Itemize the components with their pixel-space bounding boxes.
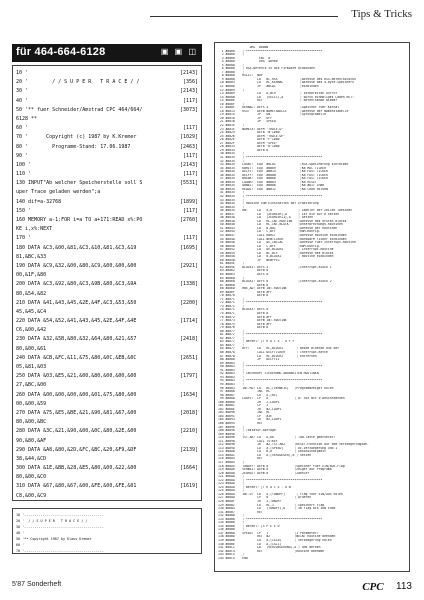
asm-line: 122 #80AA ; ***************************************** — [218, 478, 323, 482]
asm-line: 56 #8050 LD C,#FF ;ROM-Konfig. — [218, 244, 321, 248]
listing-line — [16, 234, 198, 243]
listing-line — [16, 437, 198, 446]
asm-line: 32 #8035 ; — [218, 159, 245, 163]
asm-line: 84 #8077 ; — [218, 343, 245, 347]
listing-code: 80,&54,&82 — [16, 290, 47, 297]
asm-line: 124 #80AA ; Befehl: |T R A C E . O N — [218, 485, 291, 489]
listing-code: 50 '** fuer Schneider/Amstrad CPC 464/664/ — [16, 106, 143, 113]
asm-line: 105 #8093 JR NZ,LOOP1 — [218, 418, 282, 422]
asm-line: 23 #801E NAMETA: DEFM "TRACE.O" — [218, 127, 284, 131]
asm-line: 16 #800F ; — [218, 102, 245, 106]
listing-line — [16, 97, 198, 106]
asm-line: 20 #8018 JP OFF — [218, 116, 273, 120]
asm-line: ORG #8000 — [218, 46, 269, 49]
page-number: 113 — [396, 581, 412, 593]
asm-line: 39 #8035 ABNEL: EQU #BB06 ;KB WAIT CHAR — [218, 184, 325, 188]
asm-line: 52 #8045 LD C,#FF ;ROM-Konfig. — [218, 230, 321, 234]
listing-checksum: [117] — [182, 171, 198, 178]
listing-checksum: [2760] — [179, 217, 198, 223]
listing-checksum: [1619] — [179, 483, 198, 490]
listing-code: 81,&BC,&33 — [16, 253, 47, 260]
asm-line: 95 #8083 ; — [218, 382, 245, 386]
listing-checksum: [356] — [182, 79, 198, 86]
asm-line: 75 #8071 DEFB 0 — [218, 312, 269, 316]
listing-line — [16, 290, 198, 299]
listing-line — [16, 124, 198, 133]
listing-line — [16, 170, 198, 179]
listing-checksum: [3073] — [179, 106, 198, 113]
asm-line: 111 #8098 CALL TSTKEY — [218, 439, 278, 443]
listing-line — [16, 152, 198, 161]
asm-line: 45 #8035 ; — [218, 205, 245, 209]
footer-right — [362, 578, 412, 596]
listing-line — [16, 225, 198, 234]
listing-code: 130 INPUT"Ab welcher Speicherstelle soll S — [16, 180, 143, 187]
listing-code: 45,&45,&C4 — [16, 308, 47, 315]
listing-checksum: [1338] — [179, 281, 198, 288]
asm-line: 82 #8077 ; — [218, 336, 245, 340]
listing-checksum: [5531] — [179, 180, 198, 187]
listing-code: 210 DATA &41,&43,&45,&2E,&4F,&C3,&53,&50 — [16, 299, 137, 306]
assembler-listing — [218, 46, 408, 560]
asm-line: 21 #801B JP SPEED — [218, 120, 276, 124]
asm-line: 34 #8035 KBHIT: EQU #BB09 ;KB MAC TICKER — [218, 166, 327, 170]
listing-line — [16, 179, 198, 188]
listing-line — [16, 188, 198, 197]
listing-code: 150 ' — [16, 207, 32, 214]
asm-line: 118 #80A5 TONOFF: DEFB 0 ;Speicher fuer EIN/AUS-Flag — [218, 464, 345, 468]
asm-line: 119 #80A6 VERWEI: DEFW 0 ;Zeiger auf Programm — [218, 468, 332, 472]
asm-line: 140 #80BE LD A,(IX+1) — [218, 542, 282, 546]
asm-line: 1 #8000 ; ***************************************** — [218, 49, 323, 53]
asm-line: 47 #8037 LD (ZEAHLER),A ; ist ein auf 0 setzen — [218, 212, 340, 216]
asm-line: 117 #80A5 ; — [218, 460, 245, 464]
listing-line — [16, 381, 198, 390]
listing-checksum: [2139] — [179, 446, 198, 453]
asm-line: 81 #8077 ; ***************************************** — [218, 333, 323, 337]
asm-line: 35 #8035 DELFL: EQU #BB15 ;KB FAST TICKER — [218, 170, 328, 174]
listing-checksum: [2210] — [179, 428, 198, 435]
asm-line: 25 #8026 DEFM "TRACE.OF" — [218, 134, 286, 138]
asm-line: 30 #8035 ; — [218, 152, 245, 156]
asm-line: 86 #807A CALL DELFTICKER ; Interrupt-Kette — [218, 351, 328, 355]
computer-icons: ▣ ▣ ◫ — [160, 47, 198, 56]
listing-code: 200 DATA &C3,&92,&80,&C3,&9B,&80,&C3,&9A — [16, 281, 137, 288]
asm-line: 59 #8058 LD B,BLOCK2 ; Routine einbinden — [218, 255, 334, 259]
listing-checksum: [2018] — [179, 409, 198, 416]
listing-code: 05,&81,&03 — [16, 364, 47, 370]
asm-line: 3 #8000 ENT # — [218, 56, 271, 60]
mini-listing-line: 40 ' — [16, 531, 25, 535]
listing-line — [16, 418, 198, 427]
asm-line: 53 #8047 CALL KBHIT ;Adresse Routine einbinden — [218, 233, 347, 237]
asm-line: 33 #8035 LOGNT: EQU #BC01 ;RSX-Speicherung schreiben — [218, 163, 349, 167]
listing-code: 30 ' — [16, 88, 29, 95]
asm-line: 93 #8083 ; — [218, 375, 245, 379]
asm-line: 132 #80B8 ; — [218, 514, 245, 518]
listing-code: 100 ' — [16, 161, 32, 168]
asm-line: 106 #8095 RET — [218, 421, 263, 425]
mini-listing-line: 20 ' / / S U P E R T R A C E / / — [16, 519, 88, 523]
asm-line: 5 #8000 ; — [218, 63, 245, 67]
asm-line: 77 #8073 DEFW INT.ROUTINE — [218, 319, 287, 323]
listing-line — [16, 492, 198, 501]
mini-listing-line: 50 '** Copyright 1987 by Klaus Kremer — [16, 537, 92, 541]
listing-code: 220 DATA &54,&52,&41,&43,&45,&2E,&4F,&4E — [16, 318, 137, 325]
asm-line: 71 #8071 ; — [218, 297, 245, 301]
listing-line — [16, 207, 198, 216]
listing-checksum: [1029] — [179, 134, 198, 141]
listing-code: 110 ' — [16, 171, 32, 178]
listing-code: 70 ' Copyright (c) 1987 by K.Kremer — [16, 134, 137, 141]
asm-line: 10 #8003 LD HL,KERNAL ;Adresse des 4-Byte-Speichers — [218, 81, 354, 85]
asm-line: 103 #8090 INC HL — [218, 411, 271, 415]
platform-banner — [12, 44, 202, 62]
asm-line: 17 #800F KERNAL: DEFS 4 ;Speicher fuer Kernal — [218, 106, 340, 110]
listing-checksum: [1695] — [179, 244, 198, 251]
asm-line: 26 #802E DEFB "F"+#80 — [218, 138, 280, 142]
asm-line: 91 #8083 ; — [218, 368, 245, 372]
listing-checksum: [2143] — [179, 88, 198, 95]
listing-code: 00,&1F,&80 — [16, 272, 47, 279]
asm-line: 127 #80AD CP 0 ; pruefen — [218, 496, 312, 500]
asm-line: 24 #8025 DEFB "N"+#80 — [218, 131, 280, 135]
listing-checksum: [117] — [182, 207, 198, 214]
asm-line: 69 #806F DEFB #FF — [218, 290, 273, 294]
listing-code: 00,&00,&59 — [16, 400, 47, 407]
asm-line: 54 #804A CALL NEWTICKER ;Hardware Ticker einbinden — [218, 237, 347, 241]
asm-line: 18 #8013 RSX: DEFW NAMETABELLE ;Adresse der Namenstabelle — [218, 109, 349, 113]
asm-line: 57 #8052 LD DE,BLOCKS ; Interrupt-Routine — [218, 248, 334, 252]
asm-line: 36 #8035 DELFF: EQU #BB0B ;KB FAST TICKER — [218, 173, 328, 177]
asm-line: 22 #801E ; — [218, 124, 245, 128]
listing-code: C6,&00,&42 — [16, 327, 47, 334]
listing-line — [16, 143, 198, 152]
basic-listing-box — [12, 65, 202, 501]
asm-line: 135 #80B8 ; Befehl: |S P E E D — [218, 524, 280, 528]
asm-line: 2 #8000 ; — [218, 53, 245, 57]
asm-line: 114 #80A0 LD B,A ; Geschwindigkeit — [218, 450, 327, 454]
asm-line: 98 #8087 LD A,(HL) — [218, 393, 278, 397]
asm-line: 108 #8096 ; Tastatur-Abfrage — [218, 429, 276, 433]
banner-title: für 464-664-6128 — [16, 46, 106, 58]
asm-line: 49 #803D LD HL,INT.ROUTINE ;Adresse des ersten Blocks — [218, 219, 347, 223]
listing-line — [16, 335, 198, 344]
asm-line: 100 #808A JR Z,LOOP1 — [218, 400, 280, 404]
listing-checksum: [117] — [182, 97, 198, 104]
listing-line — [16, 308, 198, 317]
listing-line — [16, 271, 198, 280]
listing-code: 90,&80,&AF — [16, 437, 47, 444]
asm-line: 107 #8096 ; — [218, 425, 245, 429]
listing-code: 160 MEMORY a-1:FOR i=a TO a+171:READ x%:PO — [16, 217, 143, 223]
asm-line: 144 #80C5 END — [218, 556, 248, 560]
listing-checksum: [1634] — [179, 391, 198, 398]
listing-line — [16, 87, 198, 96]
mini-listing-line: 60 ' — [16, 543, 25, 547]
asm-line: 85 #8077 OFF: LD HL,BLOCK2 ; Beide Bloecke aus der — [218, 347, 340, 351]
asm-line: 136 #80B8 ; — [218, 528, 245, 532]
assembler-listing-box — [214, 42, 410, 572]
asm-line: 120 #80A8 ZEAHLE: DEFW 0 ;Zaehler — [218, 471, 310, 475]
asm-line: 129 #80B1 LD HL,1 ; Speichert Flag — [218, 503, 325, 507]
asm-line: 73 #8071 ; — [218, 304, 245, 308]
asm-line: 12 #8009 ; — [218, 88, 245, 92]
asm-line: 134 #80B8 ; — [218, 521, 245, 525]
asm-line: 8 #8000 RSLIC: NOP — [218, 74, 263, 78]
listing-line — [16, 106, 198, 115]
asm-line: 137 #80B8 SPEED: CP 1 ;1 Parameter? — [218, 531, 319, 535]
asm-line: 29 #8034 DEFB 0 — [218, 148, 269, 152]
asm-line: 96 #8083 INT.RO: LD HL,(VERWEIS) ;Programmzeiger holen — [218, 386, 334, 390]
listing-line — [16, 473, 198, 482]
asm-line: 38 #8035 LOADR: EQU #BB03 ;KB RESET — [218, 180, 317, 184]
listing-code: uper Trace geladen werden";a — [16, 189, 101, 196]
mini-listing-line: 70 '--------------------------------------- — [16, 549, 104, 553]
asm-line: 27 #802F DEFM "SPEE" — [218, 141, 278, 145]
listing-line — [16, 317, 198, 326]
listing-line — [16, 345, 198, 354]
listing-line — [16, 354, 198, 363]
listing-code: 80 ' Programm-Stand: 17.06.1987 — [16, 143, 131, 150]
listing-code: 60 ' — [16, 125, 29, 132]
asm-line: 67 #806B DEFW 0 — [218, 283, 269, 287]
listing-line — [16, 464, 198, 473]
left-column — [12, 44, 202, 554]
listing-checksum: [1664] — [179, 465, 198, 472]
asm-line: 87 #807D LD HL,BLOCK2 ; entfernen — [218, 354, 317, 358]
asm-line: 109 #8096 ; — [218, 432, 245, 436]
listing-code: 190 DATA &C9,&32,&00,&80,&C9,&00,&00,&00 — [16, 262, 137, 269]
asm-line: 70 #8070 DEFB 0 — [218, 294, 269, 298]
listing-code: KE i,x%:NEXT — [16, 226, 53, 233]
asm-line: 37 #8035 BREAK: EQU #BB06 ;KB FAST TICKER — [218, 177, 328, 181]
listing-code: 27,&BC,&00 — [16, 382, 47, 389]
asm-line: 28 #8033 DEFB "D"+#80 — [218, 145, 280, 149]
listing-code: 180 DATA &C3,&00,&81,&C3,&10,&81,&C3,&19 — [16, 244, 137, 251]
listing-code: 10 ' — [16, 70, 29, 76]
asm-line: 110 #8096 TST.AB: LD A,66 ; TAB-Taste gedrueckt? — [218, 436, 336, 440]
listing-line — [16, 280, 198, 289]
asm-line: 130 #80B4 LD (TONOFF),A ; im Flag bis zum Ende — [218, 507, 336, 511]
asm-line: 141 #80C1 LD (VERZOEGERUNG),A ; und merken — [218, 546, 321, 550]
mini-listing-box — [12, 508, 202, 554]
listing-line — [16, 299, 198, 308]
asm-line: 44 #8035 ; Routine zum Einschalten der Erweiterung — [218, 202, 319, 206]
listing-code: 270 DATA &75,&E5,&BE,&21,&90,&81,&67,&00 — [16, 409, 137, 416]
asm-line: 7 #8000 ; — [218, 70, 245, 74]
listing-line — [16, 326, 198, 335]
asm-line: 143 #80C5 ; — [218, 553, 245, 557]
asm-line: 138 #80BA RET NZ ;NEIN? Routine beenden — [218, 535, 336, 539]
asm-line: 65 #806B ; — [218, 276, 245, 280]
listing-code: 260 DATA &00,&00,&00,&00,&01,&75,&80,&00 — [16, 391, 137, 398]
listing-code: 140 dif=a-32768 — [16, 198, 62, 205]
listing-line — [16, 372, 198, 381]
listing-line — [16, 455, 198, 464]
listing-code: 290 DATA &A8,&80,&2D,&FC,&BC,&20,&F9,&DF — [16, 446, 137, 453]
listing-line — [16, 198, 198, 207]
listing-checksum: [1797] — [179, 373, 198, 380]
listing-line — [16, 78, 198, 87]
listing-line — [16, 115, 198, 124]
listing-code: 6128 ** — [16, 115, 38, 122]
asm-line: 99 #8088 LOOP1: CP 0 ; 0: nix mit 0 beschraenken — [218, 397, 345, 401]
asm-line: 116 #80A4 RET — [218, 457, 263, 461]
asm-line: 121 #80AA ; — [218, 475, 245, 479]
listing-line — [16, 244, 198, 253]
listing-code: 250 DATA &03,&E5,&21,&00,&80,&00,&00,&00 — [16, 373, 137, 380]
asm-line: 126 #80AA INT.O: LD A,(TONOFF) ; Flag fuer EIN/AUS holen — [218, 492, 343, 496]
asm-line: 48 #803A LD (ZEAHLER+1),A ; setzen — [218, 216, 313, 220]
listing-line — [16, 161, 198, 170]
asm-line: 68 #806D HBE_AD: DEFW INT.ROUTINE — [218, 287, 287, 291]
asm-line: 79 #8076 DEFB 0 — [218, 326, 269, 330]
listing-code: 280 DATA &3C,&21,&90,&00,&0C,&80,&2E,&00 — [16, 428, 137, 435]
asm-line: 115 #80A1 LD A,(VERZOEGER),A ; setzen — [218, 453, 312, 457]
listing-line — [16, 409, 198, 418]
asm-line: 125 #80AA ; — [218, 489, 245, 493]
asm-line: 41 #8035 ; — [218, 191, 245, 195]
asm-line: 102 #808E JR NZ,LOOP1 — [218, 407, 282, 411]
asm-line: 76 #8072 DEFB #FF — [218, 315, 273, 319]
listing-line — [16, 427, 198, 436]
asm-line: 14 #800B LD (SELIC),A ; durch einmaliges Laden RET: — [218, 95, 354, 99]
asm-line: 92 #8083 ; INTERRUPT STEUERUNG ABARBEITEN ROUTINEN — [218, 372, 319, 376]
listing-line — [16, 446, 198, 455]
asm-line: 90 #8083 ; ***************************************** — [218, 365, 323, 369]
listing-code: C8,&00,&C9 — [16, 492, 47, 499]
asm-line: 83 #8077 ; Befehl: |T R A C E . O F F — [218, 340, 295, 344]
asm-line: 19 #8015 JP ON ;Sprungtabelle — [218, 113, 327, 117]
listing-checksum: [2143] — [179, 70, 198, 76]
listing-line — [16, 253, 198, 262]
asm-line: 60 #805B JP NEWFPLG — [218, 258, 280, 262]
asm-line: 50 #8040 LD HL,INT.BLOCK ;Unterbrechungs-Routinen — [218, 223, 343, 227]
asm-line: 72 #8071 ; ***************************************** — [218, 301, 323, 305]
listing-checksum: [117] — [182, 235, 198, 242]
asm-line: 139 #80BB LD A,(IX+0) ; Verzoegerung holen — [218, 539, 332, 543]
listing-line — [16, 391, 198, 400]
mini-listing — [16, 512, 198, 554]
listing-checksum: [2418] — [179, 336, 198, 343]
asm-line: 51 #8043 LD B,#81 ;Adresse der Routinen — [218, 226, 338, 230]
listing-code: 38,&44,&CD — [16, 455, 47, 462]
asm-line: 61 #805E ; — [218, 262, 245, 266]
asm-line: 113 #809D LD A,(SPEED) ; UE-Verzoegerung und I — [218, 446, 338, 450]
listing-checksum: [2921] — [179, 262, 198, 269]
asm-line: 142 #80C4 RET ;Routine beenden — [218, 549, 325, 553]
listing-line — [16, 133, 198, 142]
asm-line: 94 #8083 ; ***************************************** — [218, 379, 323, 383]
listing-code: 230 DATA &32,&5B,&80,&32,&64,&80,&21,&57 — [16, 336, 137, 343]
asm-line: 104 #8091 CP #3E — [218, 414, 273, 418]
listing-code: 310 DATA &67,&80,&67,&00,&FE,&00,&FE,&01 — [16, 483, 137, 490]
listing-line — [16, 482, 198, 491]
asm-line: 62 #805E BLOCK1: DEFS 4 ;Interrupt-Block 1 — [218, 265, 332, 269]
section-title: Tips & Tricks — [351, 8, 412, 20]
listing-line — [16, 262, 198, 271]
asm-line: 31 #8035 ; ***************************************** — [218, 155, 323, 159]
listing-checksum: [1899] — [179, 198, 198, 205]
asm-line: 112 #809B JR NZ,TST.AB2 ;RESET-Funktion auf dem Verzoegerungswe. — [218, 443, 369, 447]
listing-code: 80,&00,&61 — [16, 345, 47, 352]
listing-line — [16, 363, 198, 372]
listing-code: 170 ' — [16, 235, 32, 242]
asm-line: 15 #800E RET ; Befehlsende wieder — [218, 99, 338, 103]
asm-line: 55 #804D LD DE,INTCAL ;Adresse fuer Interrupt-Routine — [218, 241, 356, 245]
asm-line: 6 #8000 ; RSX-Befehle in die Firmware einbinden — [218, 67, 315, 71]
cpc-logo: CPC — [362, 580, 384, 593]
asm-line: 66 #806B BLOCK2: DEFS 0 ;Interrupt-Block 2 — [218, 280, 332, 284]
asm-line: 133 #80B8 ; ***************************************** — [218, 517, 323, 521]
basic-listing — [16, 69, 198, 501]
listing-checksum: [117] — [182, 125, 198, 132]
asm-line: 80 #8077 ; — [218, 329, 245, 333]
mini-listing-line: 10 '--------------------------------------- — [16, 513, 104, 517]
asm-line: 13 #8009 LD A,#C9 ; Vorbereiten Aufruf — [218, 92, 338, 96]
listing-code: 40 ' — [16, 97, 29, 104]
asm-line: 101 #808C CP 1 — [218, 404, 269, 408]
asm-line: 58 #8055 LD BC,#1F ;Adresse des Blocks — [218, 251, 334, 255]
mini-listing-line: 30 '--------------------------------------- — [16, 525, 104, 529]
asm-line: 11 #8006 JP #BCD1 ;einbinden — [218, 85, 319, 89]
asm-line: 123 #80AA ; — [218, 482, 245, 486]
asm-line: 9 #8000 LD BC,RSX ;Adresse des RSX-Befehlsblocks — [218, 77, 356, 81]
listing-checksum: [117] — [182, 152, 198, 159]
asm-line: 74 #8071 BLOCK3: DEFS 0 — [218, 308, 269, 312]
issue-label: 5'87 Sonderheft — [12, 581, 62, 588]
listing-line — [16, 69, 198, 78]
listing-code: 20 ' / / S U P E R T R A C E / / — [16, 79, 140, 86]
listing-checksum: [2463] — [179, 143, 198, 150]
listing-code: 240 DATA &CB,&FC,&11,&75,&80,&0C,&EB,&0C — [16, 354, 137, 361]
listing-code: 90 ' — [16, 152, 29, 159]
listing-code: 300 DATA &1E,&BB,&28,&E5,&80,&00,&22,&00 — [16, 465, 137, 472]
listing-line — [16, 400, 198, 409]
asm-line: 43 #8035 ; — [218, 198, 245, 202]
asm-line: 63 #8062 DEFB 0 — [218, 269, 269, 273]
asm-line: 88 #8080 JP DELFFL1 — [218, 358, 280, 362]
asm-line: 131 #80B7 RET — [218, 510, 263, 514]
asm-line: 64 #8063 DEFS 8 — [218, 273, 269, 276]
asm-line: 40 #8035 READL: EQU #BB12 ;KB CHAR RETURN — [218, 187, 328, 191]
asm-line: 78 #8075 DEFB #FF — [218, 322, 273, 326]
asm-line: 46 #8035 ON: LD A,0 ; Zaehler der Zeilen loeschen — [218, 209, 353, 213]
header-rule — [150, 16, 338, 17]
listing-code: 80,&00,&C0 — [16, 474, 47, 481]
asm-line: 4 #8000 ORG 40960 — [218, 60, 278, 64]
asm-line: 42 #8035 ; ***************************************** — [218, 194, 323, 198]
listing-checksum: [2651] — [179, 354, 198, 361]
listing-checksum: [2143] — [179, 161, 198, 168]
listing-checksum: [2200] — [179, 299, 198, 306]
listing-checksum: [1714] — [179, 318, 198, 325]
listing-code: 80,&00,&BC — [16, 419, 47, 426]
asm-line: 97 #8086 INC HL — [218, 390, 271, 394]
asm-line: 89 #8083 ; — [218, 361, 245, 365]
listing-line — [16, 216, 198, 225]
asm-line: 128 #80AF JR Z,TONOFF — [218, 500, 282, 503]
